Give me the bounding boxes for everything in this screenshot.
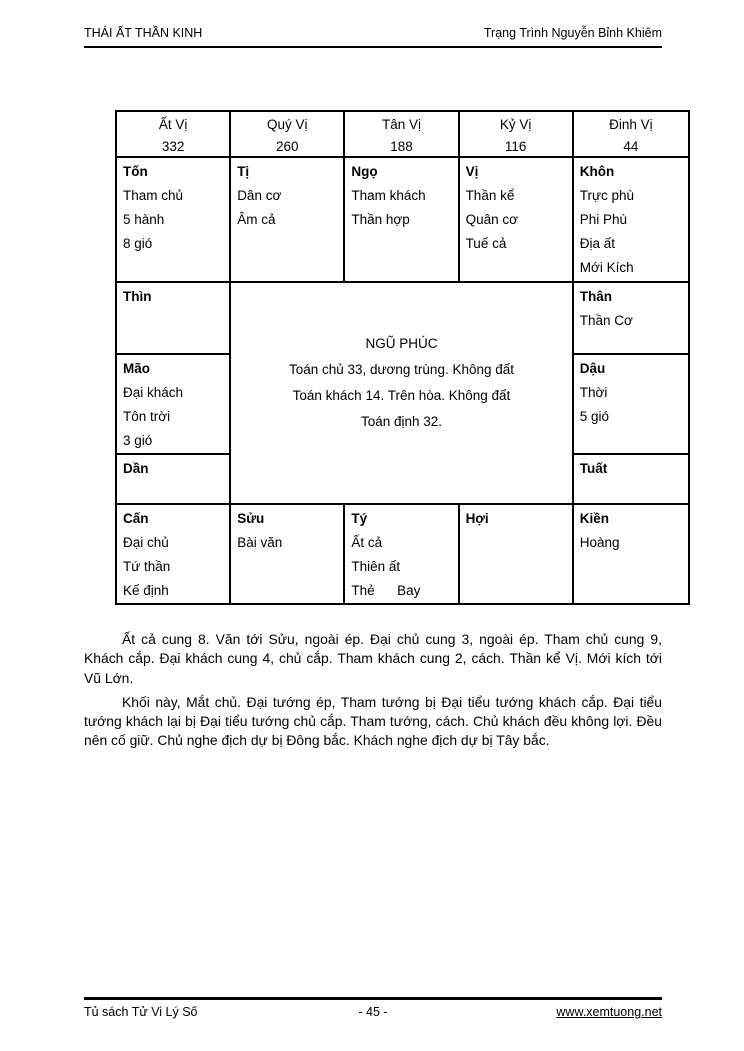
body-paragraph: Khối này, Mắt chủ. Đại tướng ép, Tham tướng bị Đại tiểu tướng khách cắp. Đại tiểu tướng khách lại bị Đại tiểu tướng chủ cắp. Tham tướng, cách. Chủ khách đều không lợi. Đều nên cố giữ. Chủ nghe địch dự bị Đông bắc. Khách nghe địch dự bị Tây bắc.: [84, 693, 662, 749]
stem-cell-tan-vi: [345, 112, 459, 156]
bottom-branch-row: [117, 505, 688, 603]
cell-line: Địa ất: [579, 236, 616, 251]
cell-title: Ngọ: [351, 164, 378, 179]
cell-title: Sửu: [237, 511, 265, 526]
cell-ti: [231, 158, 345, 281]
stem-name: Quý Vị: [267, 117, 308, 132]
footer-series-title: Tủ sách Tử Vi Lý Số: [84, 1005, 198, 1019]
cell-dau: [574, 355, 688, 455]
cell-title: Thân: [579, 289, 613, 304]
stem-cell-ky-vi: [460, 112, 574, 156]
cell-tuat: [574, 455, 688, 503]
stem-value: 44: [623, 139, 639, 154]
stem-value: 260: [276, 139, 299, 154]
cell-line: 5 gió: [579, 409, 610, 424]
cell-title: Hợi: [465, 511, 489, 526]
stem-name: Ất Vị: [158, 117, 188, 132]
cell-title: Tý: [351, 511, 368, 526]
cell-line: Tuế cả: [465, 236, 507, 251]
cell-ngo: [345, 158, 459, 281]
cell-ton: [117, 158, 231, 281]
thai-at-chart-grid: [115, 110, 690, 605]
cell-line: Mới Kích: [579, 260, 634, 275]
cell-line: Thời: [579, 385, 608, 400]
cell-line: Tham khách: [351, 188, 426, 203]
cell-title: Mão: [123, 361, 150, 376]
website-link[interactable]: www.xemtuong.net: [556, 1005, 662, 1019]
cell-khon: [574, 158, 688, 281]
cell-line: Thần kể: [465, 188, 515, 203]
cell-line: Trực phù: [579, 188, 635, 203]
cell-title: Khôn: [579, 164, 615, 179]
cell-hoi: [460, 505, 574, 603]
cell-line: Âm cả: [237, 212, 276, 227]
cell-vi: [460, 158, 574, 281]
stem-cell-dinh-vi: [574, 112, 688, 156]
book-title: THÁI ẤT THẦN KINH: [84, 26, 203, 40]
stem-cell-quy-vi: [231, 112, 345, 156]
cell-suu: [231, 505, 345, 603]
cell-title: Kiền: [579, 511, 610, 526]
center-title: NGŨ PHÚC: [365, 336, 438, 351]
center-line: Toán định 32.: [360, 414, 443, 429]
cell-line: Tứ thần: [123, 559, 171, 574]
center-line: Toán chủ 33, dương trùng. Không đất: [288, 362, 515, 377]
cell-mao: [117, 355, 229, 455]
stem-name: Tân Vị: [381, 117, 421, 132]
cell-line: Thần hợp: [351, 212, 410, 227]
cell-title: Thìn: [123, 289, 152, 304]
cell-line: Đại chủ: [123, 535, 169, 550]
center-line: Toán khách 14. Trên hòa. Không đất: [292, 388, 511, 403]
stem-value: 332: [161, 139, 185, 154]
cell-line: 5 hành: [123, 212, 165, 227]
cell-ty: [345, 505, 459, 603]
cell-line: 8 gió: [123, 236, 153, 251]
cell-line: 3 gió: [123, 433, 153, 448]
cell-line: Hoàng: [579, 535, 620, 550]
cell-title: Dần: [123, 461, 149, 476]
cell-title: Tuất: [579, 461, 608, 476]
cell-line: Kế định: [123, 583, 169, 598]
cell-line: Phi Phù: [579, 212, 628, 227]
cell-line: Quân cơ: [465, 212, 518, 227]
page-header: [84, 26, 662, 48]
cell-line: Thần Cơ: [579, 313, 633, 328]
cell-title: Tốn: [123, 164, 148, 179]
cell-line: Tham chủ: [123, 188, 184, 203]
stem-row: [117, 112, 688, 158]
cell-line: Thiên ất: [351, 559, 401, 574]
cell-can: [117, 505, 231, 603]
cell-title: Cấn: [123, 511, 149, 526]
center-summary-cell: [231, 283, 574, 503]
cell-than: [574, 283, 688, 355]
stem-value: 188: [390, 139, 413, 154]
stem-name: Kỷ Vị: [499, 117, 532, 132]
cell-line: Bài văn: [237, 535, 283, 550]
cell-line: Tôn trời: [123, 409, 171, 424]
page-number: - 45 -: [358, 1005, 388, 1019]
body-paragraph: Ất cả cung 8. Văn tới Sửu, ngoài ép. Đại chủ cung 3, ngoài ép. Tham chủ cung 9, Khách cắp. Đại khách cung 4, chủ cắp. Tham khách cung 2, cách. Thần kể Vị. Mới kích tới Vũ Lớn.: [84, 631, 662, 686]
stem-name: Đinh Vị: [609, 117, 653, 132]
cell-title: Vị: [465, 164, 479, 179]
page-footer: [84, 997, 662, 1019]
cell-line: Dân cơ: [237, 188, 282, 203]
author-name: Trạng Trình Nguyễn Bỉnh Khiêm: [483, 26, 662, 40]
top-branch-row: [117, 158, 688, 283]
cell-dan: [117, 455, 229, 503]
cell-title: Dậu: [579, 361, 606, 376]
right-branch-column: [574, 283, 688, 503]
middle-row: [117, 283, 688, 505]
cell-line: Đại khách: [123, 385, 184, 400]
cell-title: Tị: [237, 164, 250, 179]
stem-cell-at-vi: [117, 112, 231, 156]
cell-line: Thẻ Bay: [351, 583, 421, 598]
left-branch-column: [117, 283, 231, 503]
cell-line: Ất cả: [351, 535, 383, 550]
body-text: [84, 630, 662, 751]
stem-value: 116: [504, 139, 527, 154]
cell-kien: [574, 505, 688, 603]
cell-thin: [117, 283, 229, 355]
